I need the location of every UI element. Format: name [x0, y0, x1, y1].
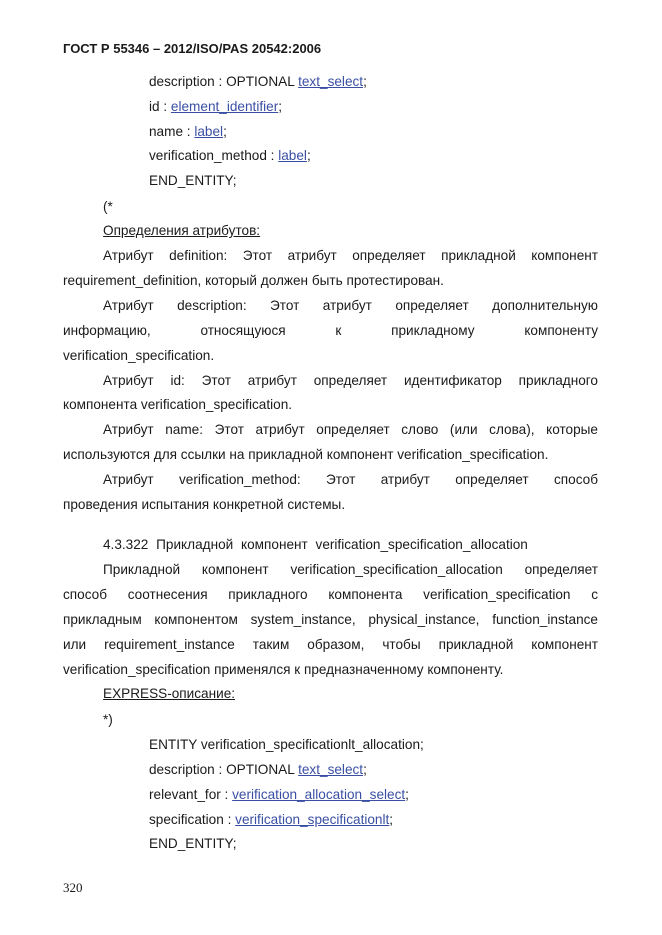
description-line-1: Атрибут description: Этот атрибут определяет дополнительную	[103, 298, 598, 313]
type-link-verification-allocation-select[interactable]: verification_allocation_select	[232, 787, 406, 802]
name-line-1: Атрибут name: Этот атрибут определяет слово (или слова), которые	[103, 422, 598, 437]
end-entity: END_ENTITY;	[149, 173, 237, 188]
name-line-2: используются для ссылки на прикладной компонент verification_specification.	[63, 447, 549, 462]
type-link-text-select[interactable]: text_select	[298, 762, 364, 777]
entity-declaration: ENTITY verification_specificationlt_allocation;	[149, 737, 424, 752]
type-link-text-select[interactable]: text_select	[298, 74, 364, 89]
end-entity: END_ENTITY;	[149, 836, 237, 851]
document-header: ГОСТ Р 55346 – 2012/ISO/PAS 20542:2006	[63, 41, 322, 56]
type-link-label[interactable]: label	[194, 124, 224, 139]
entity-attribute-id: id : element_identifier;	[149, 99, 283, 114]
entity2-attribute-description: description : OPTIONAL text_select;	[149, 762, 367, 777]
section-paragraph-line-5: verification_specification применялся к предназначенному компоненту.	[63, 662, 504, 677]
definition-line-1: Атрибут definition: Этот атрибут определяет прикладной компонент	[103, 248, 598, 263]
entity-attribute-verification-method: verification_method : label;	[149, 148, 311, 163]
entity2-attribute-specification: specification : verification_specificationlt;	[149, 812, 394, 827]
description-line-3: verification_specification.	[63, 348, 215, 363]
section-title: 4.3.322 Прикладной компонент verification_specification_allocation	[103, 537, 528, 552]
comment-close: *)	[103, 712, 113, 727]
entity-attribute-name: name : label;	[149, 124, 227, 139]
id-line-2: компонента verification_specification.	[63, 397, 293, 412]
page-number: 320	[63, 880, 83, 895]
type-link-label[interactable]: label	[278, 148, 307, 163]
description-line-2: информацию, относящуюся к прикладному компоненту	[63, 323, 598, 338]
entity2-attribute-relevant-for: relevant_for : verification_allocation_select;	[149, 787, 409, 802]
entity-attribute-description: description : OPTIONAL text_select;	[149, 74, 367, 89]
id-line-1: Атрибут id: Этот атрибут определяет идентификатор прикладного	[103, 373, 598, 388]
section-paragraph-line-4: или requirement_instance таким образом, чтобы прикладной компонент	[63, 637, 598, 652]
type-link-element-identifier[interactable]: element_identifier	[170, 99, 279, 114]
method-line-2: проведения испытания конкретной системы.	[63, 497, 346, 512]
type-link-verification-specificationlt[interactable]: verification_specificationlt	[235, 812, 390, 827]
method-line-1: Атрибут verification_method: Этот атрибут определяет способ	[103, 472, 598, 487]
section-paragraph-line-2: способ соотнесения прикладного компонента verification_specification с	[63, 587, 598, 602]
section-paragraph-line-1: Прикладной компонент verification_specification_allocation определяет	[103, 562, 598, 577]
attributes-heading: Определения атрибутов:	[103, 223, 261, 238]
section-paragraph-line-3: прикладным компонентом system_instance, physical_instance, function_instance	[63, 612, 598, 627]
comment-open: (*	[103, 199, 113, 214]
express-heading: EXPRESS-описание:	[103, 686, 236, 701]
definition-line-2: requirement_definition, который должен быть протестирован.	[63, 273, 444, 288]
